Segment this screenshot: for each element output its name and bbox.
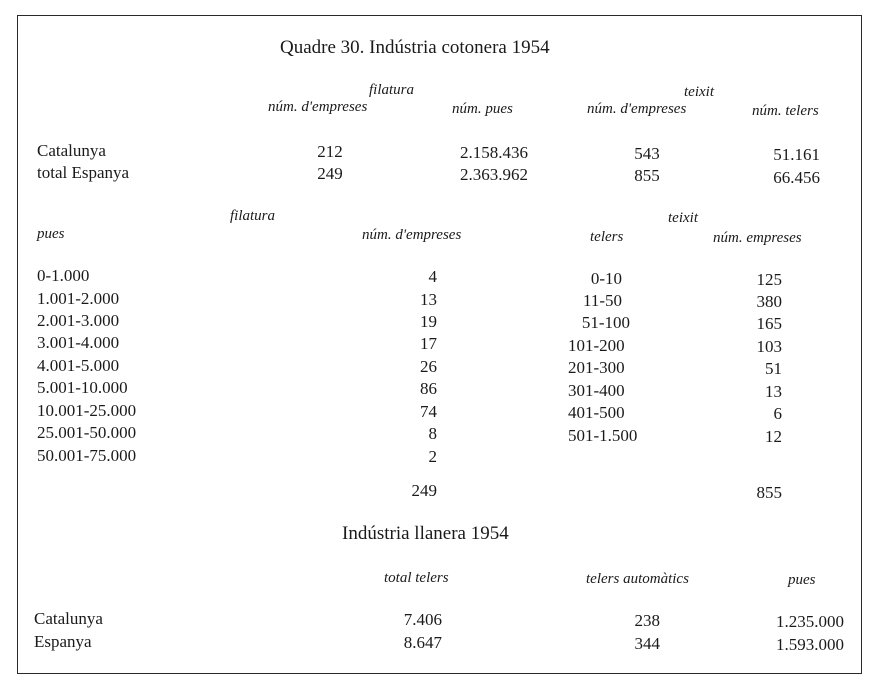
cell-pues: 2.363.962 bbox=[460, 165, 528, 184]
cell-pues: 2.158.436 bbox=[460, 143, 528, 162]
empreses-count: 2 bbox=[428, 447, 437, 466]
empreses-count: 19 bbox=[420, 312, 437, 331]
empreses-count: 125 bbox=[756, 270, 782, 289]
pues-range: 0-1.000 bbox=[37, 266, 90, 285]
header-filatura: filatura bbox=[369, 82, 415, 98]
cell-teixit-empreses: 855 bbox=[634, 166, 660, 185]
cell-telers: 66.456 bbox=[773, 168, 820, 187]
cell-total-telers: 7.406 bbox=[403, 610, 442, 629]
empreses-count: 6 bbox=[773, 404, 782, 423]
empreses-count: 8 bbox=[428, 424, 437, 443]
cell-total-telers: 8.647 bbox=[403, 633, 442, 652]
telers-range: 11-50 bbox=[582, 291, 622, 310]
cell-pues: 1.593.000 bbox=[776, 635, 844, 654]
header-num-empreses-filatura: núm. d'empreses bbox=[268, 99, 368, 115]
header-num-telers: núm. telers bbox=[752, 103, 819, 119]
cell-automatics: 238 bbox=[634, 611, 660, 630]
dist-header-teixit: teixit bbox=[668, 210, 698, 226]
row-label: Espanya bbox=[34, 632, 92, 651]
empreses-count: 380 bbox=[756, 292, 782, 311]
pues-range: 2.001-3.000 bbox=[37, 311, 120, 330]
empreses-count: 26 bbox=[420, 357, 437, 376]
dist-header-num-empreses-teixit: núm. empreses bbox=[713, 230, 802, 246]
cell-teixit-empreses: 543 bbox=[634, 144, 660, 163]
telers-range: 201-300 bbox=[568, 358, 625, 377]
telers-range: 401-500 bbox=[568, 403, 625, 422]
pues-range: 25.001-50.000 bbox=[37, 423, 137, 442]
header-teixit: teixit bbox=[684, 84, 714, 100]
wool-title: Indústria llanera 1954 bbox=[342, 523, 509, 544]
telers-range: 301-400 bbox=[568, 381, 625, 400]
telers-range: 501-1.500 bbox=[568, 426, 638, 445]
cell-filatura-empreses: 249 bbox=[317, 164, 343, 183]
telers-range: 101-200 bbox=[568, 336, 625, 355]
telers-range: 0-10 bbox=[590, 269, 622, 288]
pues-range: 5.001-10.000 bbox=[37, 378, 128, 397]
pues-range: 50.001-75.000 bbox=[37, 446, 137, 465]
header-total-telers: total telers bbox=[384, 570, 449, 586]
empreses-count: 86 bbox=[420, 379, 437, 398]
pues-range: 3.001-4.000 bbox=[37, 333, 120, 352]
header-pues: pues bbox=[788, 572, 816, 588]
row-label: total Espanya bbox=[37, 163, 130, 182]
cell-pues: 1.235.000 bbox=[776, 612, 844, 631]
empreses-count: 13 bbox=[420, 290, 437, 309]
cell-filatura-empreses: 212 bbox=[317, 142, 343, 161]
empreses-count: 165 bbox=[756, 314, 782, 333]
dist-header-telers: telers bbox=[590, 229, 624, 245]
header-num-pues: núm. pues bbox=[452, 101, 513, 117]
empreses-count: 51 bbox=[765, 359, 782, 378]
row-label: Catalunya bbox=[37, 141, 106, 160]
cell-automatics: 344 bbox=[634, 634, 660, 653]
empreses-count: 17 bbox=[420, 334, 437, 353]
empreses-count: 13 bbox=[765, 382, 782, 401]
dist-header-filatura: filatura bbox=[230, 208, 276, 224]
row-label: Catalunya bbox=[34, 609, 103, 628]
header-telers-automatics: telers automàtics bbox=[586, 571, 689, 587]
pues-range: 10.001-25.000 bbox=[37, 401, 137, 420]
header-num-empreses-teixit: núm. d'empreses bbox=[587, 101, 687, 117]
dist-header-pues: pues bbox=[37, 226, 65, 242]
cell-telers: 51.161 bbox=[773, 145, 820, 164]
telers-range: 51-100 bbox=[581, 313, 630, 332]
dist-header-num-empreses: núm. d'empreses bbox=[362, 227, 462, 243]
pues-range: 1.001-2.000 bbox=[37, 289, 120, 308]
cotton-title: Quadre 30. Indústria cotonera 1954 bbox=[280, 37, 550, 58]
teixit-total: 855 bbox=[756, 483, 782, 502]
empreses-count: 4 bbox=[428, 267, 437, 286]
empreses-count: 103 bbox=[756, 337, 782, 356]
pues-range: 4.001-5.000 bbox=[37, 356, 120, 375]
filatura-total: 249 bbox=[411, 481, 437, 500]
empreses-count: 74 bbox=[420, 402, 437, 421]
empreses-count: 12 bbox=[765, 427, 782, 446]
